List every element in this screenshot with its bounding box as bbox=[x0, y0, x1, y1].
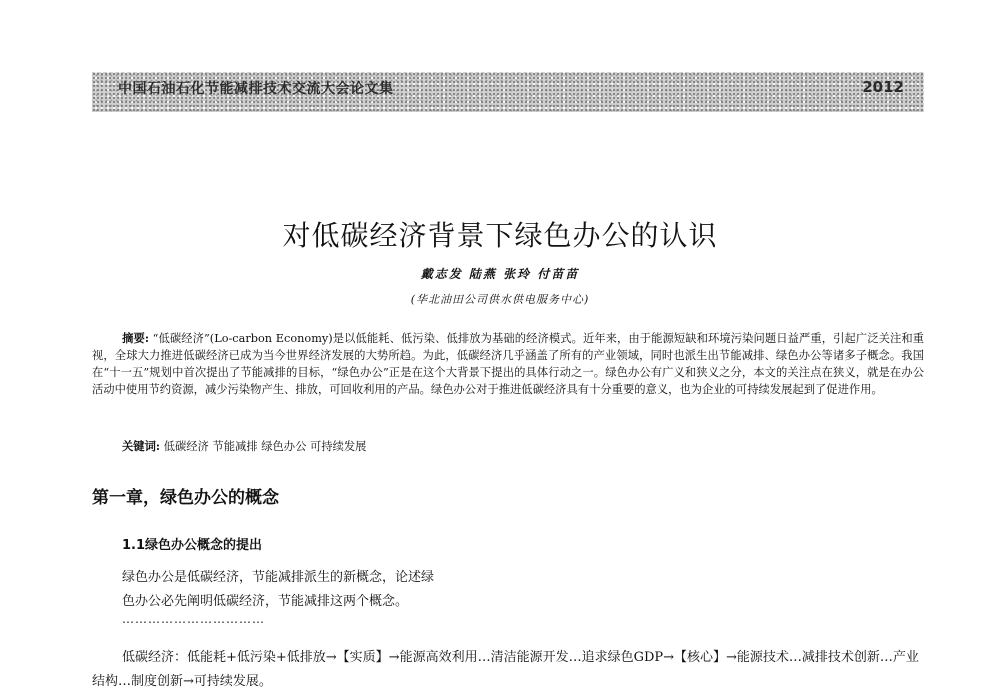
dotted-leader: …………………………… bbox=[122, 612, 265, 626]
proceedings-title: 中国石油石化节能减排技术交流大会论文集 bbox=[118, 81, 394, 97]
abstract bbox=[92, 330, 924, 398]
proceedings-header-banner bbox=[92, 72, 924, 112]
paper-affiliation: (华北油田公司供水供电服务中心) bbox=[410, 293, 590, 306]
abstract-text: “低碳经济”(Lo-carbon Economy)是以低能耗、低污染、低排放为基础的经济模式。近年来，由于能源短缺和环境污染问题日益严重，引起广泛关注和重视，全球大力推进低碳经济已成为当今世界经济发展的大势所趋。为此，低碳经济几乎涵盖了所有的产业领域，同时也派生出节能减排、绿色办公等诸多子概念。我国在“十一五”规划中首次提出了节能减排的目标，“绿色办公”正是在这个大背景下提出的具体行动之一。绿色办公有广义和狭义之分，本文的关注点在狭义，就是在办公活动中使用节约资源，减少污染物产生、排放，可回收利用的产品。绿色办公对于推进低碳经济具有十分重要的意义，也为企业的可持续发展起到了促进作用。 bbox=[92, 332, 925, 396]
section-paragraph bbox=[122, 566, 542, 614]
paper-title: 对低碳经济背景下绿色办公的认识 bbox=[282, 219, 718, 252]
keywords-text: 低碳经济 节能减排 绿色办公 可持续发展 bbox=[163, 440, 367, 453]
keywords bbox=[122, 438, 366, 454]
abstract-label: 摘要: bbox=[122, 331, 149, 345]
section-heading: 1.1绿色办公概念的提出 bbox=[122, 538, 263, 553]
proceedings-year: 2012 bbox=[862, 78, 904, 96]
section-paragraph-line: 色办公必先阐明低碳经济，节能减排这两个概念。 bbox=[122, 594, 409, 609]
chapter-heading: 第一章，绿色办公的概念 bbox=[92, 488, 279, 508]
paper-authors: 戴志发 陆燕 张玲 付苗苗 bbox=[420, 267, 580, 281]
section-paragraph-line: 绿色办公是低碳经济，节能减排派生的新概念，论述绿 bbox=[122, 570, 435, 585]
keywords-label: 关键词: bbox=[122, 439, 161, 453]
low-carbon-text: 低碳经济：低能耗+低污染+低排放→【实质】→能源高效利用…清洁能源开发…追求绿色GDP→【核心】→能源技术…减排技术创新…产业结构…制度创新→可持续发展。 bbox=[92, 650, 919, 689]
low-carbon-paragraph bbox=[92, 646, 924, 694]
